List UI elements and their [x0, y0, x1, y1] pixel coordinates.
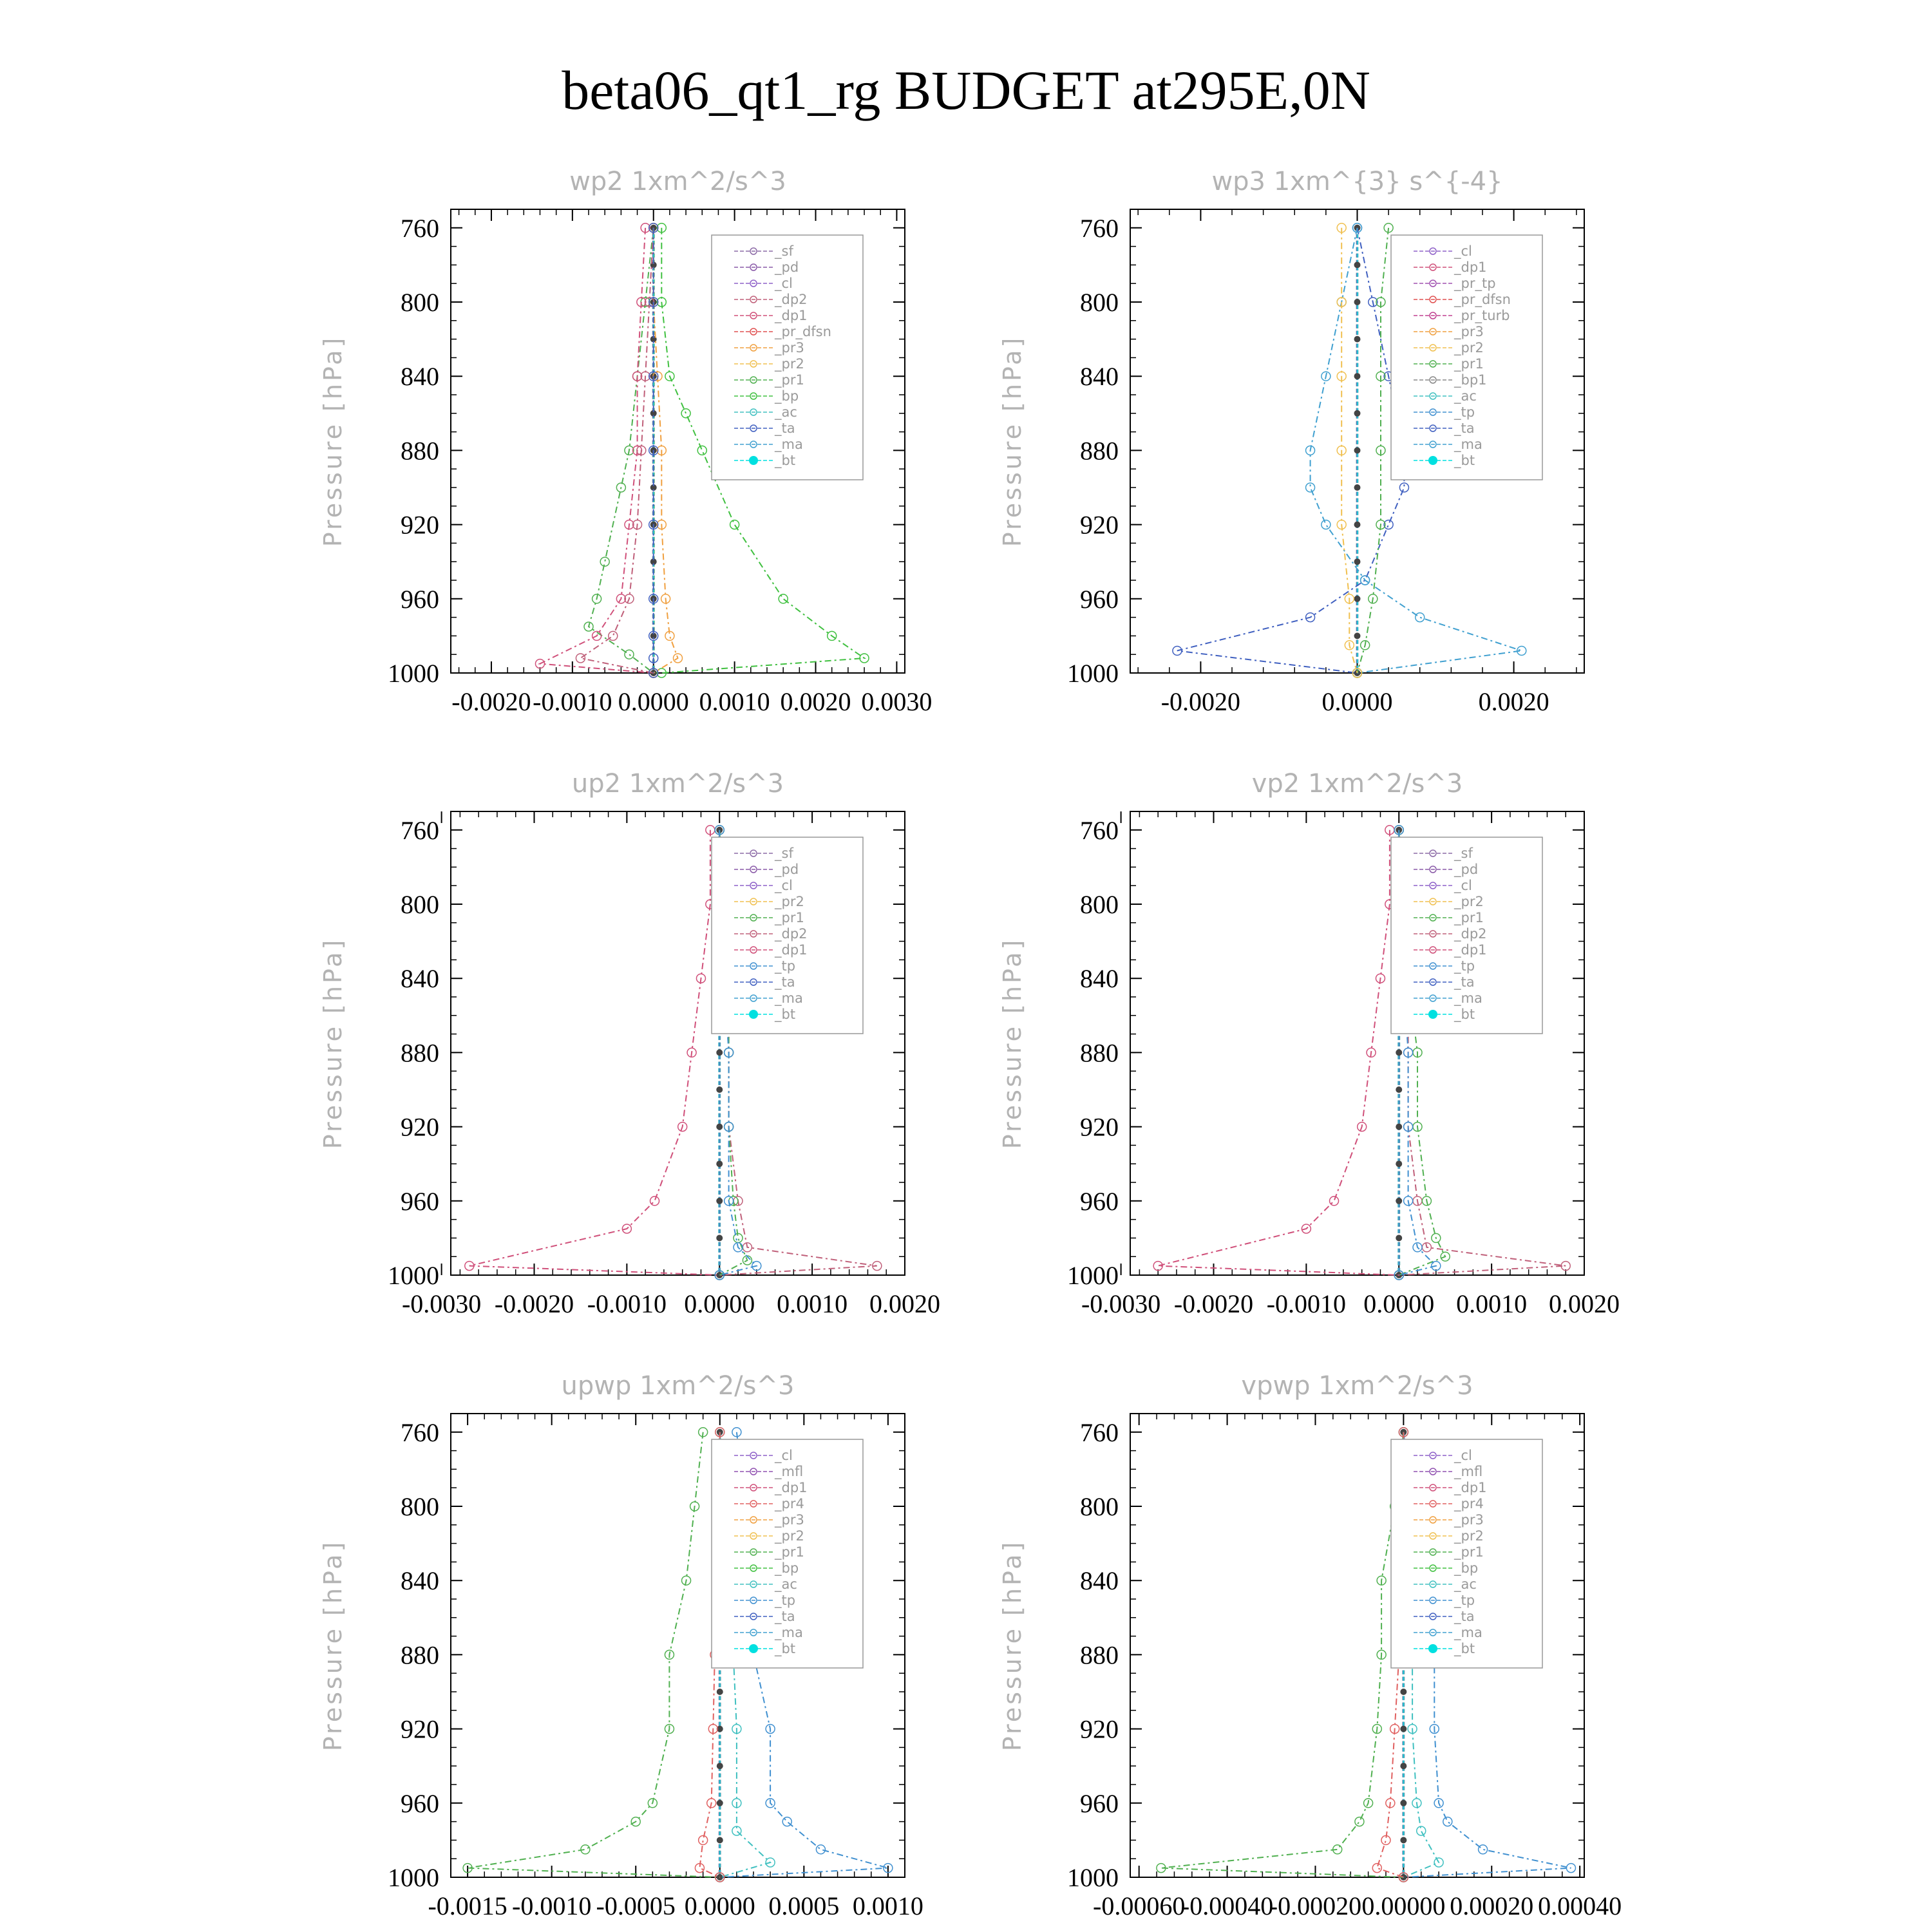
- x-tick-label: -0.0010: [512, 1891, 592, 1920]
- y-tick-label: 840: [401, 1566, 439, 1596]
- y-tick-label: 960: [401, 584, 439, 614]
- legend-entry: _ma: [775, 990, 803, 1006]
- series-line-pr1: [589, 228, 654, 673]
- legend-entry: _cl: [1454, 243, 1472, 259]
- legend-entry: _pr_dfsn: [1454, 292, 1511, 307]
- legend-entry: _bt: [775, 1641, 796, 1656]
- x-tick-label: 0.0010: [777, 1289, 848, 1318]
- chart-panel-3: [319, 769, 940, 1318]
- bt-marker: [716, 1235, 723, 1241]
- y-axis-label: Pressure [hPa]: [319, 1539, 347, 1752]
- series-point: [1443, 1817, 1452, 1826]
- series-line-dp2: [580, 228, 653, 673]
- y-tick-label: 800: [401, 890, 439, 919]
- plot-title: vpwp 1xm^2/s^3: [1241, 1371, 1473, 1401]
- chart-panel-2: [998, 167, 1584, 716]
- x-tick-label: 0.0020: [780, 687, 851, 716]
- bt-marker: [717, 1800, 723, 1806]
- chart-panel-5: [319, 1371, 923, 1920]
- y-tick-label: 760: [1080, 1417, 1119, 1447]
- x-tick-label: -0.0030: [401, 1289, 482, 1318]
- legend-entry: _ac: [1454, 388, 1477, 404]
- y-tick-label: 880: [401, 1038, 439, 1068]
- series-point: [1372, 1864, 1381, 1873]
- legend-entry: _ta: [1454, 421, 1475, 436]
- y-axis-label: Pressure [hPa]: [319, 335, 347, 547]
- legend-entry: _dp2: [1454, 926, 1487, 942]
- legend-entry: _cl: [775, 878, 793, 893]
- legend-entry: _pr2: [1454, 1528, 1484, 1544]
- series-point: [1355, 1817, 1364, 1826]
- legend-entry: _tp: [1454, 404, 1475, 420]
- legend-entry: _pd: [775, 260, 799, 275]
- x-tick-label: 0.0000: [684, 1289, 755, 1318]
- x-tick-label: 0.0010: [1456, 1289, 1528, 1318]
- y-tick-label: 840: [1080, 964, 1119, 994]
- legend-entry: _bt: [1454, 1007, 1475, 1022]
- legend-entry: _pr_dfsn: [775, 324, 831, 339]
- x-tick-label: -0.0030: [1081, 1289, 1161, 1318]
- y-tick-label: 1000: [388, 1261, 439, 1290]
- y-tick-label: 1000: [1067, 1261, 1119, 1290]
- bt-marker: [716, 1049, 723, 1056]
- legend-entry: _pr1: [1454, 1544, 1484, 1560]
- x-tick-label: -0.0010: [1266, 1289, 1347, 1318]
- legend-entry: _pr1: [775, 910, 804, 925]
- legend-marker: [749, 1644, 758, 1653]
- y-tick-label: 880: [401, 436, 439, 466]
- legend-entry: _cl: [1454, 1448, 1472, 1463]
- legend-entry: _bt: [1454, 453, 1475, 468]
- series-point: [816, 1845, 825, 1854]
- y-tick-label: 760: [401, 213, 439, 243]
- series-point: [779, 594, 788, 603]
- legend-entry: _ta: [775, 421, 795, 436]
- bt-marker: [1396, 1160, 1402, 1167]
- bt-marker: [1354, 410, 1361, 417]
- legend-entry: _sf: [775, 846, 793, 861]
- y-tick-label: 960: [1080, 1788, 1119, 1818]
- legend-marker: [1428, 456, 1437, 465]
- legend-entry: _pr2: [775, 356, 804, 372]
- legend-entry: _pr2: [775, 1528, 804, 1544]
- x-tick-label: 0.00020: [1450, 1891, 1534, 1920]
- bt-marker: [1396, 1235, 1402, 1241]
- y-tick-label: 880: [1080, 436, 1119, 466]
- legend-entry: _pr1: [775, 372, 804, 388]
- series-point: [625, 650, 634, 659]
- x-tick-label: -0.0015: [428, 1891, 507, 1920]
- bt-marker: [1400, 1800, 1406, 1806]
- y-tick-label: 920: [401, 510, 439, 540]
- series-point: [730, 520, 739, 529]
- figure-title: beta06_qt1_rg BUDGET at295E,0N: [562, 59, 1370, 121]
- bt-marker: [716, 1086, 723, 1093]
- y-tick-label: 960: [1080, 1186, 1119, 1216]
- legend-marker: [749, 1010, 758, 1019]
- y-tick-label: 840: [401, 362, 439, 392]
- series-line-pr1: [1358, 228, 1389, 673]
- legend-marker: [1428, 1644, 1437, 1653]
- bt-marker: [1400, 1726, 1406, 1732]
- y-tick-label: 920: [1080, 510, 1119, 540]
- legend-entry: _pr1: [1454, 910, 1484, 925]
- x-tick-label: 0.0000: [618, 687, 689, 716]
- y-axis-label: Pressure [hPa]: [998, 335, 1027, 547]
- y-tick-label: 840: [401, 964, 439, 994]
- legend-entry: _ma: [1454, 1625, 1482, 1640]
- x-tick-label: 0.0000: [1321, 687, 1393, 716]
- plot-title: wp3 1xm^{3} s^{-4}: [1211, 167, 1503, 196]
- bt-marker: [716, 1198, 723, 1204]
- bt-marker: [1396, 1049, 1402, 1056]
- x-tick-label: -0.0010: [533, 687, 612, 716]
- legend-entry: _sf: [1454, 846, 1473, 861]
- x-tick-label: 0.0010: [852, 1891, 923, 1920]
- legend-entry: _ta: [775, 974, 795, 990]
- y-tick-label: 1000: [388, 1863, 439, 1892]
- legend-entry: _ta: [1454, 1609, 1475, 1624]
- x-tick-label: -0.00060: [1093, 1891, 1186, 1920]
- chart-panel-6: [998, 1371, 1622, 1920]
- legend-entry: _sf: [775, 243, 793, 259]
- legend-entry: _bp1: [1454, 372, 1487, 388]
- x-tick-label: -0.0020: [1160, 687, 1241, 716]
- x-tick-label: -0.00040: [1180, 1891, 1274, 1920]
- bt-marker: [716, 1124, 723, 1130]
- legend-entry: _pr3: [775, 340, 804, 355]
- x-tick-label: 0.0010: [699, 687, 770, 716]
- y-tick-label: 760: [1080, 815, 1119, 845]
- legend-entry: _ta: [1454, 974, 1475, 990]
- y-axis-label: Pressure [hPa]: [319, 937, 347, 1150]
- legend-entry: _bp: [1454, 1560, 1479, 1576]
- y-tick-label: 880: [401, 1640, 439, 1670]
- legend-entry: _dp2: [775, 292, 808, 307]
- legend-entry: _ma: [775, 1625, 803, 1640]
- bt-marker: [1400, 1689, 1406, 1695]
- legend-entry: _pr3: [775, 1512, 804, 1528]
- legend-entry: _pr_tp: [1454, 276, 1496, 291]
- x-tick-label: -0.0005: [596, 1891, 676, 1920]
- legend-marker: [1428, 1010, 1437, 1019]
- y-tick-label: 800: [401, 1492, 439, 1521]
- legend-entry: _dp1: [775, 942, 808, 958]
- y-tick-label: 880: [1080, 1640, 1119, 1670]
- y-tick-label: 920: [1080, 1112, 1119, 1142]
- bt-marker: [1354, 596, 1361, 602]
- y-tick-label: 840: [1080, 362, 1119, 392]
- legend-entry: _ta: [775, 1609, 795, 1624]
- y-tick-label: 880: [1080, 1038, 1119, 1068]
- legend-entry: _cl: [1454, 878, 1472, 893]
- series-point: [1399, 483, 1408, 492]
- x-tick-label: -0.0010: [587, 1289, 667, 1318]
- y-tick-label: 960: [401, 1186, 439, 1216]
- bt-marker: [1354, 632, 1361, 639]
- legend-entry: _pd: [775, 862, 799, 877]
- legend-entry: _dp1: [1454, 942, 1487, 958]
- series-point: [600, 557, 609, 566]
- bt-marker: [1400, 1837, 1406, 1843]
- legend-marker: [749, 456, 758, 465]
- y-tick-label: 920: [1080, 1714, 1119, 1744]
- plot-title: up2 1xm^2/s^3: [571, 769, 784, 799]
- plot-title: upwp 1xm^2/s^3: [561, 1371, 795, 1401]
- series-line-dp1: [469, 830, 719, 1275]
- legend-entry: _pr4: [1454, 1496, 1484, 1511]
- series-point: [699, 1835, 708, 1844]
- chart-panel-1: [319, 167, 932, 716]
- legend-entry: _bt: [775, 453, 796, 468]
- legend-entry: _pr3: [1454, 1512, 1484, 1528]
- series-point: [1330, 1197, 1339, 1206]
- series-point: [1416, 613, 1425, 622]
- y-tick-label: 800: [1080, 1492, 1119, 1521]
- bt-marker: [1354, 336, 1361, 343]
- y-tick-label: 760: [1080, 213, 1119, 243]
- legend-entry: _pr3: [1454, 324, 1484, 339]
- legend-entry: _mfl: [1454, 1464, 1483, 1479]
- series-line-ta: [1177, 228, 1404, 673]
- y-axis-label: Pressure [hPa]: [998, 1539, 1027, 1752]
- plot-title: wp2 1xm^2/s^3: [569, 167, 786, 196]
- y-tick-label: 960: [1080, 584, 1119, 614]
- legend-entry: _bp: [775, 1560, 799, 1576]
- legend-entry: _cl: [775, 276, 793, 291]
- bt-marker: [1354, 261, 1361, 268]
- y-tick-label: 920: [401, 1112, 439, 1142]
- series-line-pr1: [1161, 1432, 1403, 1877]
- legend-entry: _dp1: [1454, 260, 1487, 275]
- plot-title: vp2 1xm^2/s^3: [1251, 769, 1463, 799]
- legend-entry: _pr2: [1454, 894, 1484, 909]
- y-tick-label: 1000: [1067, 659, 1119, 688]
- x-tick-label: -0.0020: [494, 1289, 574, 1318]
- legend-entry: _bt: [775, 1007, 796, 1022]
- legend-entry: _ma: [1454, 990, 1482, 1006]
- legend-entry: _pr4: [775, 1496, 804, 1511]
- bt-marker: [716, 1160, 723, 1167]
- y-tick-label: 800: [1080, 288, 1119, 317]
- bt-marker: [1354, 447, 1361, 453]
- series-point: [650, 1197, 659, 1206]
- x-tick-label: -0.0020: [451, 687, 531, 716]
- x-tick-label: 0.0030: [861, 687, 933, 716]
- x-tick-label: -0.0020: [1173, 1289, 1254, 1318]
- chart-panel-4: [998, 769, 1620, 1318]
- x-tick-label: 0.00040: [1538, 1891, 1622, 1920]
- y-tick-label: 840: [1080, 1566, 1119, 1596]
- y-tick-label: 1000: [388, 659, 439, 688]
- bt-marker: [1396, 1198, 1402, 1204]
- x-tick-label: 0.00000: [1361, 1891, 1446, 1920]
- legend-entry: _tp: [775, 1593, 796, 1608]
- legend-entry: _dp1: [1454, 1480, 1487, 1495]
- bt-marker: [717, 1837, 723, 1843]
- bt-marker: [1354, 299, 1361, 305]
- legend-entry: _tp: [1454, 1593, 1475, 1608]
- series-point: [697, 446, 706, 455]
- bt-marker: [1396, 1124, 1402, 1130]
- y-tick-label: 1000: [1067, 1863, 1119, 1892]
- legend-entry: _ma: [1454, 437, 1482, 452]
- x-tick-label: 0.0020: [1478, 687, 1549, 716]
- series-point: [782, 1817, 791, 1826]
- series-point: [1479, 1845, 1488, 1854]
- y-axis-label: Pressure [hPa]: [998, 937, 1027, 1150]
- legend-entry: _ma: [775, 437, 803, 452]
- series-point: [1306, 483, 1315, 492]
- bt-marker: [1396, 1086, 1402, 1093]
- series-point: [609, 631, 618, 640]
- legend-entry: _ac: [1454, 1577, 1477, 1592]
- series-point: [1321, 520, 1331, 529]
- bt-marker: [1354, 373, 1361, 379]
- legend-entry: _tp: [1454, 958, 1475, 974]
- x-tick-label: 0.0000: [684, 1891, 755, 1920]
- bt-marker: [1400, 1763, 1406, 1769]
- legend-entry: _bp: [775, 388, 799, 404]
- x-tick-label: 0.0005: [768, 1891, 840, 1920]
- legend-entry: _cl: [775, 1448, 793, 1463]
- x-tick-label: -0.00020: [1269, 1891, 1362, 1920]
- legend-entry: _pd: [1454, 862, 1479, 877]
- legend-entry: _ac: [775, 1577, 797, 1592]
- series-line-dp1: [1158, 830, 1399, 1275]
- series-point: [576, 654, 585, 663]
- series-line-pr1: [468, 1432, 720, 1877]
- bt-marker: [1354, 558, 1361, 565]
- legend-entry: _pr2: [775, 894, 804, 909]
- y-tick-label: 800: [1080, 890, 1119, 919]
- y-tick-label: 760: [401, 1417, 439, 1447]
- legend-entry: _pr_turb: [1454, 308, 1510, 323]
- legend-entry: _dp2: [775, 926, 808, 942]
- bt-marker: [717, 1689, 723, 1695]
- bt-marker: [1354, 522, 1361, 528]
- legend-entry: _dp1: [775, 1480, 808, 1495]
- bt-marker: [717, 1763, 723, 1769]
- bt-marker: [1354, 484, 1361, 491]
- legend-entry: _pr2: [1454, 340, 1484, 355]
- legend-entry: _ac: [775, 404, 797, 420]
- y-tick-label: 760: [401, 815, 439, 845]
- legend-entry: _tp: [775, 958, 796, 974]
- x-tick-label: 0.0020: [869, 1289, 940, 1318]
- x-tick-label: 0.0000: [1363, 1289, 1435, 1318]
- legend-entry: _pr1: [775, 1544, 804, 1560]
- legend-entry: _dp1: [775, 308, 808, 323]
- y-tick-label: 800: [401, 288, 439, 317]
- legend-entry: _pr1: [1454, 356, 1484, 372]
- x-tick-label: 0.0020: [1549, 1289, 1620, 1318]
- legend-entry: _bt: [1454, 1641, 1475, 1656]
- y-tick-label: 920: [401, 1714, 439, 1744]
- legend-entry: _mfl: [775, 1464, 804, 1479]
- y-tick-label: 960: [401, 1788, 439, 1818]
